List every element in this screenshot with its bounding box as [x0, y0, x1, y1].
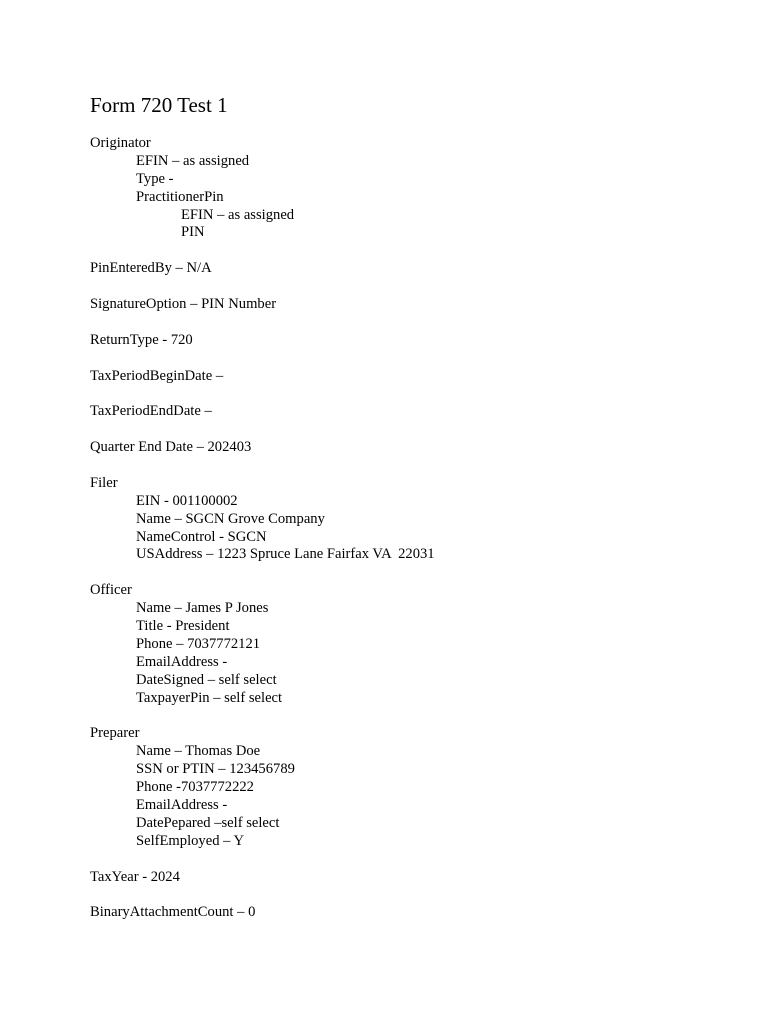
field-line: Name – Thomas Doe [136, 743, 261, 760]
field-line: EFIN – as assigned [181, 206, 295, 223]
section-heading: BinaryAttachmentCount – 0 [90, 904, 256, 921]
document-section [90, 260, 435, 278]
document-section [90, 296, 435, 314]
field-line: DatePepared –self select [136, 814, 280, 831]
field-line: Name – SGCN Grove Company [136, 510, 325, 527]
section-spacer [90, 385, 435, 403]
field-line: USAddress – 1223 Spruce Lane Fairfax VA 22031 [136, 546, 435, 563]
field-line: SelfEmployed – Y [136, 832, 245, 849]
section-spacer [90, 314, 435, 332]
section-spacer [90, 851, 435, 869]
section-heading: ReturnType - 720 [90, 331, 193, 348]
section-heading: PinEnteredBy – N/A [90, 260, 212, 277]
document-section [90, 368, 435, 386]
section-heading: Quarter End Date – 202403 [90, 439, 252, 456]
document-section [90, 332, 435, 350]
section-spacer [90, 278, 435, 296]
field-line: NameControl - SGCN [136, 528, 267, 545]
section-spacer [90, 242, 435, 260]
document-section [90, 869, 435, 887]
section-heading: Originator [90, 135, 151, 151]
section-spacer [90, 421, 435, 439]
field-line: Phone -7037772222 [136, 779, 254, 796]
document-section [90, 403, 435, 421]
field-line: DateSigned – self select [136, 671, 277, 688]
field-line: EIN - 001100002 [136, 492, 238, 509]
section-heading: Filer [90, 474, 118, 491]
section-spacer [90, 886, 435, 904]
section-spacer [90, 457, 435, 475]
field-line: SSN or PTIN – 123456789 [136, 761, 295, 778]
field-line: Phone – 7037772121 [136, 635, 261, 652]
section-heading: Officer [90, 582, 132, 599]
field-line: PIN [181, 224, 205, 241]
document-section [90, 904, 435, 922]
document-body [90, 135, 435, 922]
section-heading: TaxPeriodEndDate – [90, 403, 212, 420]
document-section [90, 582, 435, 707]
document-section [90, 475, 435, 564]
document-section [90, 135, 435, 242]
section-heading: SignatureOption – PIN Number [90, 296, 277, 313]
document-section [90, 439, 435, 457]
field-line: PractitionerPin [136, 188, 224, 205]
section-heading: TaxYear - 2024 [90, 868, 180, 885]
field-line: EFIN – as assigned [136, 152, 250, 169]
section-heading: TaxPeriodBeginDate – [90, 367, 224, 384]
field-line: Type - [136, 170, 174, 187]
section-spacer [90, 350, 435, 368]
section-spacer [90, 564, 435, 582]
field-line: TaxpayerPin – self select [136, 689, 283, 706]
field-line: Title - President [136, 618, 230, 635]
field-line: EmailAddress - [136, 653, 228, 670]
section-heading: Preparer [90, 725, 140, 742]
field-line: Name – James P Jones [136, 600, 269, 617]
document-title: Form 720 Test 1 [90, 93, 228, 117]
section-spacer [90, 708, 435, 726]
field-line: EmailAddress - [136, 796, 228, 813]
document-section [90, 725, 435, 850]
